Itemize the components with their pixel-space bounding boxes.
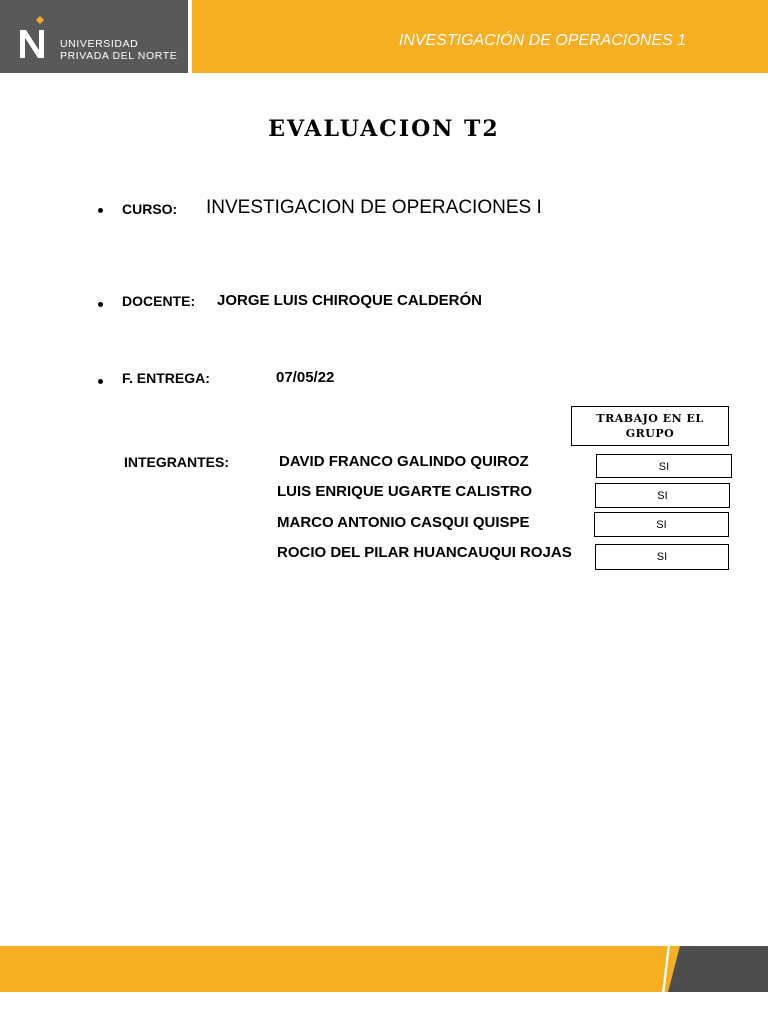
logo-line-1: UNIVERSIDAD	[60, 38, 139, 50]
group-work-cell: SI	[596, 454, 732, 478]
group-work-header: TRABAJO EN EL GRUPO	[571, 406, 729, 446]
bullet-icon	[98, 208, 103, 213]
footer-bar	[0, 946, 768, 992]
group-work-cell: SI	[594, 512, 729, 537]
member-name: LUIS ENRIQUE UGARTE CALISTRO	[277, 483, 533, 500]
members-label: INTEGRANTES:	[124, 454, 229, 470]
bullet-icon	[98, 379, 103, 384]
delivery-date-value: 07/05/22	[276, 369, 335, 386]
footer-dark-block	[668, 946, 768, 992]
member-name: MARCO ANTONIO CASQUI QUISPE	[277, 514, 530, 531]
course-label: CURSO:	[122, 201, 178, 217]
teacher-label: DOCENTE:	[122, 293, 196, 309]
member-name: ROCIO DEL PILAR HUANCAUQUI ROJAS	[277, 544, 572, 561]
bullet-icon	[98, 302, 103, 307]
member-name: DAVID FRANCO GALINDO QUIROZ	[279, 453, 529, 470]
delivery-date-label: F. ENTREGA:	[122, 370, 210, 386]
logo-line-2: PRIVADA DEL NORTE	[60, 50, 178, 62]
header-course-title: INVESTIGACIÓN DE OPERACIONES 1	[398, 32, 686, 49]
group-work-cell: SI	[595, 483, 730, 508]
university-logo-icon	[18, 16, 48, 60]
group-work-cell: SI	[595, 544, 729, 570]
university-logo-text	[60, 38, 177, 62]
document-title: EVALUACION T2	[268, 116, 500, 142]
teacher-value: JORGE LUIS CHIROQUE CALDERÓN	[217, 292, 483, 309]
course-value: INVESTIGACION DE OPERACIONES I	[206, 197, 542, 218]
